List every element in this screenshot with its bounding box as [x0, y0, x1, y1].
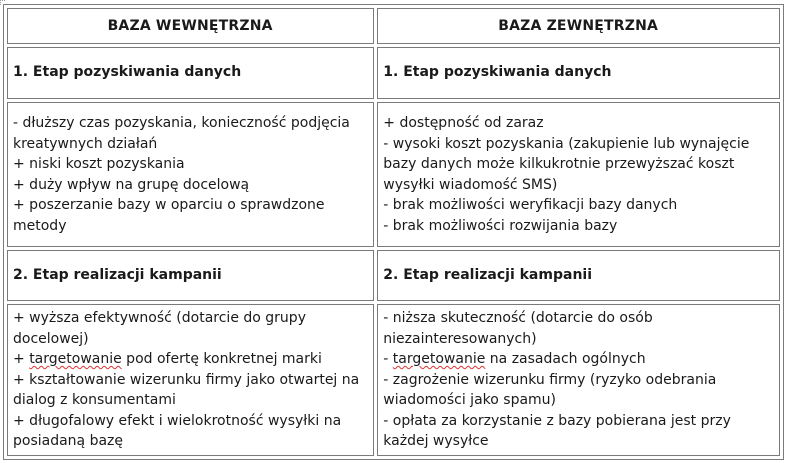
stage1-internal-list: [13, 113, 367, 236]
list-item: + długofalowy efekt i wielokrotność wysyłki na posiadaną bazę: [13, 412, 342, 450]
stage2-internal-title: 2. Etap realizacji kampanii: [7, 250, 374, 300]
stage2-internal-cell: [7, 304, 374, 456]
stage1-internal-cell: [7, 102, 374, 248]
stage2-internal-list: [13, 308, 367, 452]
header-row: [7, 8, 780, 44]
list-item: + kształtowanie wizerunku firmy jako otwartej na dialog z konsumentami: [13, 371, 360, 409]
list-item: + duży wpływ na grupę docelową: [13, 176, 250, 193]
stage2-external-title: 2. Etap realizacji kampanii: [377, 250, 780, 300]
list-item: + wyższa efektywność (dotarcie do grupy docelowej): [13, 310, 306, 347]
stage2-title-row: [7, 250, 780, 300]
stage1-title-row: [7, 47, 780, 99]
list-item: - opłata za korzystanie z bazy pobierana jest przy każdej wysyłce: [383, 412, 731, 450]
list-item: + poszerzanie bazy w oparciu o sprawdzone metody: [13, 197, 325, 234]
stage2-external-list: [383, 308, 773, 452]
stage1-external-list: [383, 113, 773, 236]
list-item: + dostępność od zaraz: [383, 115, 544, 132]
list-item: - niższa skuteczność (dotarcie do osób niezainteresowanych): [383, 310, 653, 347]
comparison-table: [3, 4, 784, 460]
spellcheck-word: targetowanie: [392, 351, 486, 368]
spellcheck-word: targetowanie: [29, 351, 122, 368]
list-item: - dłuższy czas pozyskania, konieczność podjęcia kreatywnych działań: [13, 115, 350, 152]
list-item: + targetowanie pod ofertę konkretnej marki: [13, 351, 322, 368]
header-internal: BAZA WEWNĘTRZNA: [7, 8, 374, 44]
list-item: + niski koszt pozyskania: [13, 156, 185, 173]
stage1-external-title: 1. Etap pozyskiwania danych: [377, 47, 780, 99]
list-item: - targetowanie na zasadach ogólnych: [383, 351, 646, 368]
stage1-external-cell: [377, 102, 780, 248]
list-item: - brak możliwości rozwijania bazy: [383, 217, 618, 234]
stage2-body-row: [7, 304, 780, 456]
stage1-internal-title: 1. Etap pozyskiwania danych: [7, 47, 374, 99]
header-external: BAZA ZEWNĘTRZNA: [377, 8, 780, 44]
list-item: - brak możliwości weryfikacji bazy danych: [383, 197, 678, 214]
stage1-body-row: [7, 102, 780, 248]
list-item: - zagrożenie wizerunku firmy (ryzyko odebrania wiadomości jako spamu): [383, 371, 717, 409]
list-item: - wysoki koszt pozyskania (zakupienie lub wynajęcie bazy danych może kilkukrotnie przewyższać koszt wysyłki wiadomość SMS): [383, 135, 750, 193]
stage2-external-cell: [377, 304, 780, 456]
